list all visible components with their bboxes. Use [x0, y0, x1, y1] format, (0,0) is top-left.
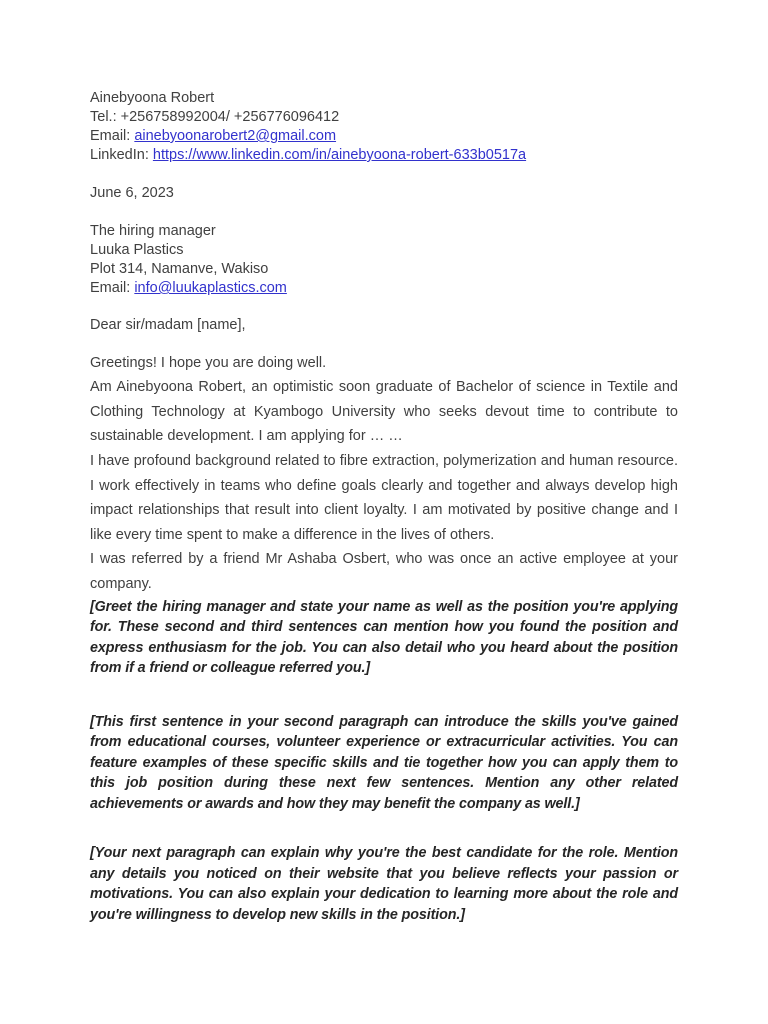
letter-date: June 6, 2023 [90, 185, 174, 201]
paragraph-intro: Am Ainebyoona Robert, an optimistic soon graduate of Bachelor of science in Textile and Clothing Technology at Kyambogo University who seeks devout time to contribute to sustainable development. I am applying for … … [90, 379, 678, 445]
sender-tel-line: Tel.: +256758992004/ +256776096412 [90, 109, 340, 125]
template-placeholder-skills: [This first sentence in your second paragraph can introduce the skills you've gained from educational courses, volunteer experience or extracurricular activities. You can feature examples of these specific skills and tie together how you can apply them to this job position during these next few sentences. Mention any other related achievements or awards and how they may benefit the company as well.] [90, 713, 678, 812]
sender-name: Ainebyoona Robert [90, 90, 215, 106]
salutation: Dear sir/madam [name], [90, 317, 246, 333]
recipient-email-link[interactable]: info@luukaplastics.com [134, 280, 287, 296]
sender-linkedin-link[interactable]: https://www.linkedin.com/in/ainebyoona-robert-633b0517a [152, 147, 527, 163]
template-placeholder-candidate: [Your next paragraph can explain why you're the best candidate for the role. Mention any details you noticed on their website that you believe reflects your passion or motivations. You can also explain your dedication to learning more about the role and you're willingness to develop new skills in the position.] [90, 845, 678, 923]
template-placeholder-greeting: [Greet the hiring manager and state your name as well as the position you're applying for. These second and third sentences can mention how you found the position and express enthusiasm for the job. You can also detail who you heard about the position from if a friend or colleague referred you.] [90, 598, 678, 677]
recipient-company: Luuka Plastics [90, 242, 184, 258]
recipient-address: Plot 314, Namanve, Wakiso [90, 261, 269, 277]
template-placeholder-block [90, 597, 678, 926]
paragraph-background: I have profound background related to fibre extraction, polymerization and human resource. I work effectively in teams who define goals clearly and together and always develop high impact relationships that result into client loyalty. I am motivated by positive change and I like every time spent to make a difference in the lives of others. [90, 452, 678, 543]
recipient-title: The hiring manager [90, 223, 216, 239]
paragraph-greeting: Greetings! I hope you are doing well. [90, 354, 327, 371]
paragraph-referral: I was referred by a friend Mr Ashaba Osbert, who was once an active employee at your company. [90, 551, 678, 592]
letter-content [90, 0, 678, 925]
sender-email-link[interactable]: ainebyoonarobert2@gmail.com [134, 128, 337, 144]
sender-contact-block [90, 89, 678, 165]
recipient-block [90, 222, 678, 298]
sender-linkedin-line [90, 146, 678, 165]
sender-email-label: Email: [90, 128, 131, 144]
recipient-email-label: Email: [90, 280, 131, 296]
sender-email-line [90, 127, 678, 146]
recipient-email-line [90, 279, 678, 298]
letter-body [90, 351, 678, 597]
sender-linkedin-label: LinkedIn: [90, 147, 149, 163]
